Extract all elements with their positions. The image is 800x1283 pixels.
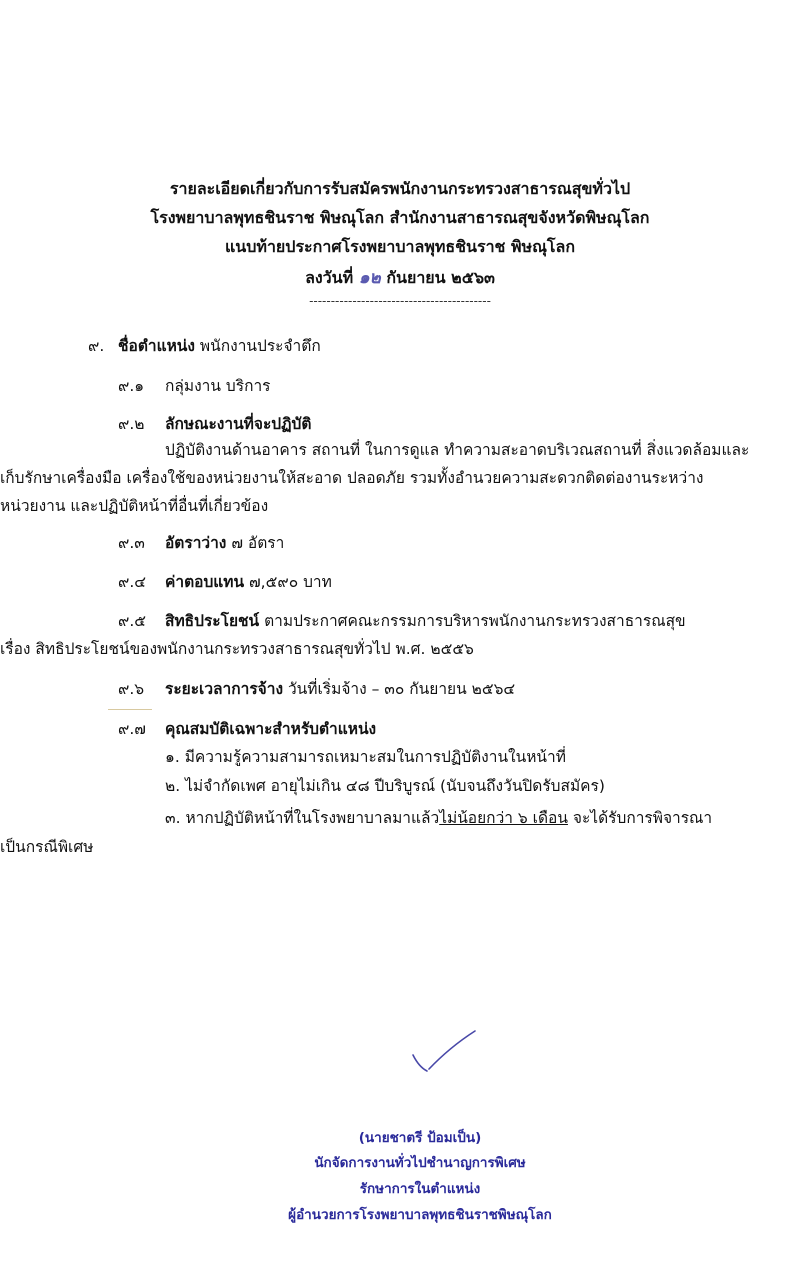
item-9-5-line-1 (165, 608, 686, 633)
date-suffix: กันยายน ๒๕๖๓ (386, 268, 495, 287)
item-9-6-label: ระยะเวลาการจ้าง (165, 680, 284, 698)
item-9-2-label: ลักษณะงานที่จะปฏิบัติ (165, 415, 312, 433)
item-9-6 (165, 676, 515, 701)
item-9-5-label: สิทธิประโยชน์ (165, 612, 260, 630)
item-9-4-value: ๗,๕๙๐ บาท (249, 573, 332, 591)
item-9-2-number: ๙.๒ (118, 415, 145, 433)
position-value: พนักงานประจำตึก (199, 337, 321, 355)
item-9-3-value: ๗ อัตรา (231, 534, 285, 552)
position-label: ชื่อตำแหน่ง (118, 337, 195, 355)
item-9-5-line-2: เรื่อง สิทธิประโยชน์ของพนักงานกระทรวงสาธารณสุขทั่วไป พ.ศ. ๒๕๕๖ (0, 640, 474, 658)
qualification-3-underlined: ไม่น้อยกว่า ๖ เดือน (439, 809, 568, 827)
item-9-4-label: ค่าตอบแทน (165, 573, 245, 591)
qualification-3-part-a: ๓. หากปฏิบัติหน้าที่ในโรงพยาบาลมาแล้ว (165, 809, 440, 827)
signature-mark (405, 1025, 485, 1081)
item-9-4-number: ๙.๔ (118, 573, 147, 591)
item-9-2-desc-line-1: ปฏิบัติงานด้านอาคาร สถานที่ ในการดูแล ทำความสะอาดบริเวณสถานที่ สิ่งแวดล้อมและ (165, 441, 750, 459)
item-9-5-text-1: ตามประกาศคณะกรรมการบริหารพนักงานกระทรวงสาธารณสุข (264, 612, 686, 630)
header-line-3: แนบท้ายประกาศโรงพยาบาลพุทธชินราช พิษณุโลก (224, 237, 576, 256)
qualification-1: ๑. มีความรู้ความสามารถเหมาะสมในการปฏิบัติงานในหน้าที่ (165, 748, 566, 766)
item-9-6-number: ๙.๖ (118, 680, 145, 698)
position-title (118, 333, 321, 358)
qualification-3-line-2: เป็นกรณีพิเศษ (0, 838, 94, 856)
separator-line: ------------------------------------------ (309, 294, 491, 308)
item-9-6-value: วันที่เริ่มจ้าง – ๓๐ กันยายน ๒๕๖๔ (287, 680, 516, 698)
item-9-5-number: ๙.๕ (118, 612, 147, 630)
signatory-acting: รักษาการในตำแหน่ง (359, 1181, 481, 1197)
handwritten-day: ๑๒ (358, 268, 381, 288)
section-number: ๙. (88, 337, 105, 355)
item-9-3 (165, 530, 284, 555)
item-9-2-desc-line-3: หน่วยงาน และปฏิบัติหน้าที่อื่นที่เกี่ยวข้อง (0, 497, 269, 515)
signatory-title: ผู้อำนวยการโรงพยาบาลพุทธชินราชพิษณุโลก (288, 1207, 552, 1223)
item-9-1-number: ๙.๑ (118, 377, 145, 395)
faint-mark (108, 709, 152, 710)
item-9-1-value: บริการ (225, 377, 271, 395)
header-line-2: โรงพยาบาลพุทธชินราช พิษณุโลก สำนักงานสาธารณสุขจังหวัดพิษณุโลก (150, 208, 650, 227)
item-9-7-label: คุณสมบัติเฉพาะสำหรับตำแหน่ง (165, 720, 377, 738)
item-9-1 (165, 373, 270, 398)
item-9-1-label: กลุ่มงาน (165, 377, 221, 395)
signatory-position: นักจัดการงานทั่วไปชำนาญการพิเศษ (314, 1155, 526, 1171)
header-date-line (0, 264, 800, 291)
item-9-3-label: อัตราว่าง (165, 534, 227, 552)
qualification-3-line-1 (165, 805, 712, 830)
qualification-2: ๒. ไม่จำกัดเพศ อายุไม่เกิน ๔๘ ปีบริบูรณ์ (นับจนถึงวันปิดรับสมัคร) (165, 777, 605, 795)
item-9-2-desc-line-2: เก็บรักษาเครื่องมือ เครื่องใช้ของหน่วยงานให้สะอาด ปลอดภัย รวมทั้งอำนวยความสะดวกติดต่องานระหว่าง (0, 469, 704, 487)
signatory-name: (นายชาตรี ป้อมเป็น) (358, 1130, 482, 1146)
item-9-3-number: ๙.๓ (118, 534, 145, 552)
item-9-4 (165, 569, 332, 594)
qualification-3-part-b: จะได้รับการพิจารณา (567, 809, 713, 827)
header-line-1: รายละเอียดเกี่ยวกับการรับสมัครพนักงานกระทรวงสาธารณสุขทั่วไป (169, 179, 631, 198)
item-9-7-number: ๙.๗ (118, 720, 146, 738)
date-prefix: ลงวันที่ (305, 268, 354, 287)
